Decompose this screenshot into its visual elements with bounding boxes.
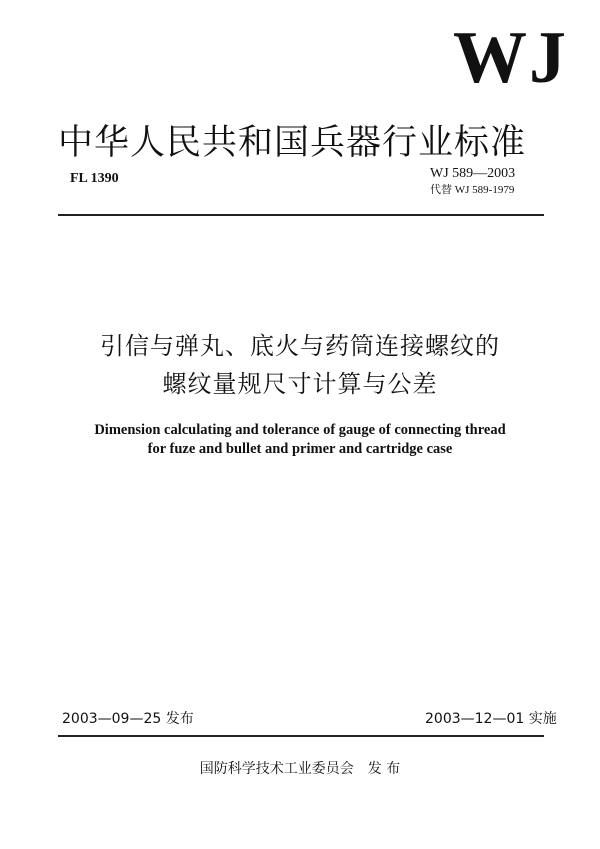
publisher-line [40, 760, 560, 778]
chinese-title-line-1: 引信与弹丸、底火与药筒连接螺纹的 [100, 332, 500, 360]
wj-logo: WJ [453, 17, 568, 99]
effective-date: 2003—12—01 实施 [425, 711, 557, 727]
replaces-standard: 代替 WJ 589-1979 [430, 184, 515, 196]
publish-label: 发 布 [367, 761, 401, 777]
chinese-title-line-2: 螺纹量规尺寸计算与公差 [162, 370, 438, 398]
header-divider [58, 214, 544, 216]
issue-date: 2003—09—25 发布 [62, 711, 194, 727]
classification-code: FL 1390 [70, 171, 119, 186]
english-title [40, 421, 560, 459]
standard-number: WJ 589—2003 [430, 166, 516, 181]
footer-divider [58, 735, 544, 737]
publisher-name: 国防科学技术工业委员会 [199, 761, 354, 777]
english-title-line-1: Dimension calculating and tolerance of gauge of connecting thread [94, 422, 506, 438]
organization-title: 中华人民共和国兵器行业标准 [58, 123, 527, 163]
chinese-title [40, 327, 560, 403]
english-title-line-2: for fuze and bullet and primer and cartridge case [147, 441, 453, 457]
